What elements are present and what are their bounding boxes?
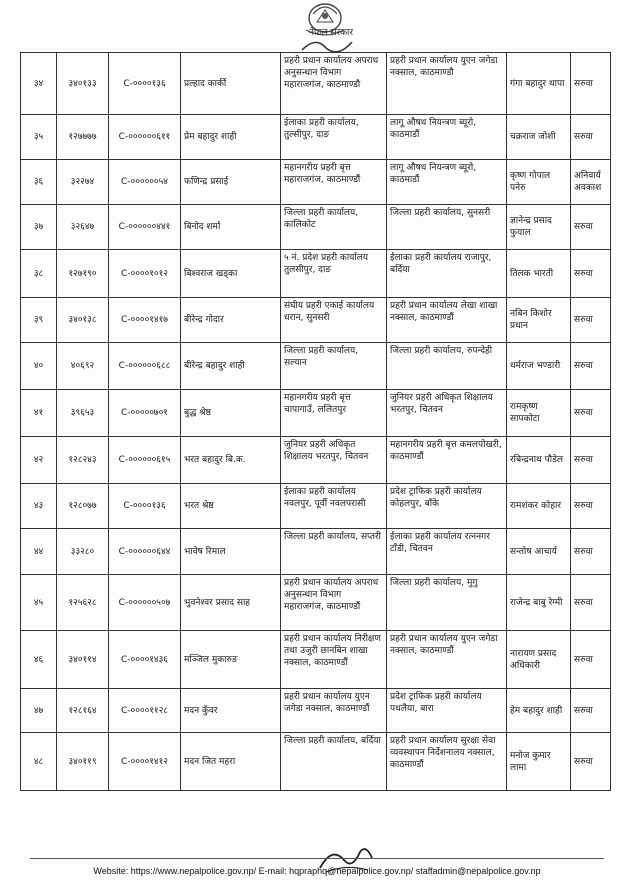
table-row [21, 437, 611, 484]
employee-id-cell: ४०६९२ [57, 343, 109, 390]
transfer-type-cell: सरुवा [571, 529, 611, 575]
employee-code-cell: C-००००००६११ [109, 115, 181, 160]
current-office-cell: जिल्ला प्रहरी कार्यालय, बर्दिया [281, 733, 387, 791]
employee-id-cell: ३४०११४ [57, 631, 109, 689]
transfer-type-cell: सरुवा [571, 250, 611, 298]
employee-code-cell: C-००००१४३६ [109, 631, 181, 689]
table-row [21, 631, 611, 689]
new-office-cell: जिल्ला प्रहरी कार्यालय, मुगु [387, 575, 507, 631]
current-office-cell: महानगरीय प्रहरी बृत्त चापागाउँ, ललितपुर [281, 390, 387, 437]
replacement-officer-cell: कृष्ण गोपाल पनेरु [507, 160, 571, 205]
transfer-type-cell: सरुवा [571, 343, 611, 390]
employee-id-cell: ३२२७४ [57, 160, 109, 205]
serial-number-cell: ३४ [21, 53, 57, 115]
serial-number-cell: ४० [21, 343, 57, 390]
table-row [21, 575, 611, 631]
footer-contact: Website: https://www.nepalpolice.gov.np/ E-mail: hqpraphq@nepalpolice.gov.np/ staffadmin@nepalpolice.gov.np [93, 866, 541, 876]
current-office-cell: जिल्ला प्रहरी कार्यालय, सल्यान [281, 343, 387, 390]
current-office-cell: महानगरीय प्रहरी बृत्त महाराजगंज, काठमाण्डौं [281, 160, 387, 205]
transfer-type-cell: सरुवा [571, 437, 611, 484]
transfer-type-cell: सरुवा [571, 205, 611, 250]
employee-code-cell: C-००००१३६ [109, 53, 181, 115]
employee-code-cell: C-००००००६१५ [109, 437, 181, 484]
employee-code-cell: C-००००००६४४ [109, 529, 181, 575]
officer-name-cell: भरत श्रेष्ठ [181, 484, 281, 529]
transfer-type-cell: अनिवार्य अवकाश [571, 160, 611, 205]
serial-number-cell: ४४ [21, 529, 57, 575]
transfer-table [20, 52, 611, 791]
officer-name-cell: बिनोद शर्मा [181, 205, 281, 250]
table-row [21, 529, 611, 575]
officer-name-cell: भुवनेश्वर प्रसाद साह [181, 575, 281, 631]
current-office-cell: प्रहरी प्रधान कार्यालय अपराध अनुसन्धान विभाग महाराजगंज, काठमाण्डौ [281, 53, 387, 115]
transfer-type-cell: सरुवा [571, 575, 611, 631]
employee-id-cell: ३२६४७ [57, 205, 109, 250]
serial-number-cell: ४३ [21, 484, 57, 529]
replacement-officer-cell: सन्तोष आचार्य [507, 529, 571, 575]
serial-number-cell: ४७ [21, 689, 57, 733]
employee-code-cell: C-००००००५४ [109, 160, 181, 205]
employee-code-cell: C-०००००७०१ [109, 390, 181, 437]
new-office-cell: जिल्ला प्रहरी कार्यालय, रुपन्देही [387, 343, 507, 390]
employee-id-cell: ३४०१३३ [57, 53, 109, 115]
employee-id-cell: १२८२४३ [57, 437, 109, 484]
table-row [21, 689, 611, 733]
serial-number-cell: ४१ [21, 390, 57, 437]
current-office-cell: जिल्ला प्रहरी कार्यालय, सप्तरी [281, 529, 387, 575]
employee-code-cell: C-००००००४४१ [109, 205, 181, 250]
new-office-cell: लागू औषध नियन्त्रण ब्यूरो, काठमाडौं [387, 115, 507, 160]
new-office-cell: प्रहरी प्रधान कार्यालय युएन जगेडा नक्साल, काठमाण्डौ [387, 53, 507, 115]
employee-id-cell: ३३२८० [57, 529, 109, 575]
officer-name-cell: फणिन्द्र प्रसाई [181, 160, 281, 205]
replacement-officer-cell: रामशंकर कोहार [507, 484, 571, 529]
employee-code-cell: C-००००१३६ [109, 484, 181, 529]
officer-name-cell: मञ्जिल मुकारुङ [181, 631, 281, 689]
new-office-cell: ईलाका प्रहरी कार्यालय रत्ननगर टाँडी, चितवन [387, 529, 507, 575]
table-row [21, 160, 611, 205]
table-row [21, 53, 611, 115]
officer-name-cell: प्रेम बहादुर शाही [181, 115, 281, 160]
serial-number-cell: ३६ [21, 160, 57, 205]
replacement-officer-cell: तिलक भारती [507, 250, 571, 298]
serial-number-cell: ३९ [21, 298, 57, 343]
new-office-cell: लागू औषध नियन्त्रण ब्यूरो, काठमाडौं [387, 160, 507, 205]
replacement-officer-cell: राजेन्द्र बाबु रेग्मी [507, 575, 571, 631]
current-office-cell: प्रहरी प्रधान कार्यालय अपराध अनुसन्धान विभाग महाराजगंज, काठमाण्डौं [281, 575, 387, 631]
replacement-officer-cell: नबिन किशोर प्रधान [507, 298, 571, 343]
new-office-cell: प्रहरी प्रधान कार्यालय सुरक्षा सेवा व्यवस्थापन निर्देशनालय नक्साल, काठमाण्डौं [387, 733, 507, 791]
current-office-cell: प्रहरी प्रधान कार्यालय निरीक्षण तथा उजुरी छानबिन शाखा नक्साल, काठमाण्डौं [281, 631, 387, 689]
replacement-officer-cell: ज्ञानेन्द्र प्रसाद फुयाल [507, 205, 571, 250]
table-row [21, 343, 611, 390]
serial-number-cell: ४८ [21, 733, 57, 791]
employee-id-cell: १२८१६४ [57, 689, 109, 733]
new-office-cell: महानगरीय प्रहरी बृत्त कमलपोखरी, काठमाण्डौं [387, 437, 507, 484]
new-office-cell: जिल्ला प्रहरी कार्यालय, सुनसरी [387, 205, 507, 250]
officer-name-cell: मदन कुँवर [181, 689, 281, 733]
current-office-cell: जिल्ला प्रहरी कार्यालय, कालिकोट [281, 205, 387, 250]
current-office-cell: ५ नं. प्रदेश प्रहरी कार्यालय तुलसीपुर, दाङ [281, 250, 387, 298]
employee-id-cell: ३४०११९ [57, 733, 109, 791]
replacement-officer-cell: मनोज कुमार लामा [507, 733, 571, 791]
new-office-cell: प्रहरी प्रधान कार्यालय युएन जगेडा नक्साल, काठमाण्डौं [387, 631, 507, 689]
transfer-type-cell: सरुवा [571, 53, 611, 115]
new-office-cell: प्रदेश ट्राफिक प्रहरी कार्यालय पथलैया, बारा [387, 689, 507, 733]
replacement-officer-cell: गंगा बहादुर थापा [507, 53, 571, 115]
transfer-type-cell: सरुवा [571, 298, 611, 343]
employee-code-cell: C-००००११२८ [109, 689, 181, 733]
table-row [21, 250, 611, 298]
replacement-officer-cell: हेम बहादुर शाही [507, 689, 571, 733]
officer-name-cell: प्रल्हाद कार्की [181, 53, 281, 115]
emblem-caption: नेपाल सरकार [308, 28, 354, 38]
employee-code-cell: C-००००१०१२ [109, 250, 181, 298]
employee-id-cell: ३९६५३ [57, 390, 109, 437]
transfer-type-cell: सरुवा [571, 631, 611, 689]
employee-id-cell: १२५६२८ [57, 575, 109, 631]
table-row [21, 390, 611, 437]
table-row [21, 733, 611, 791]
employee-code-cell: C-००००१४१७ [109, 298, 181, 343]
transfer-type-cell: सरुवा [571, 390, 611, 437]
serial-number-cell: ४५ [21, 575, 57, 631]
officer-name-cell: मदन जित महरा [181, 733, 281, 791]
current-office-cell: ईलाका प्रहरी कार्यालय, तुल्सीपुर, दाङ [281, 115, 387, 160]
employee-code-cell: C-००००००६८८ [109, 343, 181, 390]
table-row [21, 205, 611, 250]
employee-id-cell: १२७७७७ [57, 115, 109, 160]
employee-id-cell: १२७१९० [57, 250, 109, 298]
transfer-type-cell: सरुवा [571, 733, 611, 791]
employee-id-cell: ३४०१३८ [57, 298, 109, 343]
officer-name-cell: बीरेन्द्र बहादुर शाही [181, 343, 281, 390]
replacement-officer-cell: रबिन्द्रनाथ पौडेल [507, 437, 571, 484]
current-office-cell: ईलाका प्रहरी कार्यालय नवलपुर, पूर्वी नवलपरासी [281, 484, 387, 529]
officer-name-cell: बुद्ध श्रेष्ठ [181, 390, 281, 437]
replacement-officer-cell: नारायण प्रसाद अधिकारी [507, 631, 571, 689]
table-row [21, 115, 611, 160]
new-office-cell: प्रहरी प्रधान कार्यालय लेखा शाखा नक्साल, काठमाण्डौं [387, 298, 507, 343]
replacement-officer-cell: धर्मराज भण्डारी [507, 343, 571, 390]
transfer-type-cell: सरुवा [571, 484, 611, 529]
table-row [21, 298, 611, 343]
transfer-type-cell: सरुवा [571, 115, 611, 160]
replacement-officer-cell: रामकृष्ण सापकोटा [507, 390, 571, 437]
current-office-cell: जुनियर प्रहरी अधिकृत शिक्षालय भरतपुर, चितवन [281, 437, 387, 484]
officer-name-cell: बीरेन्द्र गोदार [181, 298, 281, 343]
new-office-cell: प्रदेश ट्राफिक प्रहरी कार्यालय कोहलपुर, बाँके [387, 484, 507, 529]
new-office-cell: ईलाका प्रहरी कार्यालय राजापुर, बर्दिया [387, 250, 507, 298]
serial-number-cell: ४६ [21, 631, 57, 689]
table-row [21, 484, 611, 529]
footer-divider [30, 858, 604, 859]
employee-code-cell: C-००००००५०७ [109, 575, 181, 631]
serial-number-cell: ३७ [21, 205, 57, 250]
serial-number-cell: ३५ [21, 115, 57, 160]
officer-name-cell: भरत बहादुर बि.क. [181, 437, 281, 484]
employee-code-cell: C-००००१४१२ [109, 733, 181, 791]
current-office-cell: संघीय प्रहरी एकाई कार्यालय धरान, सुनसरी [281, 298, 387, 343]
officer-name-cell: बिश्वराज खड्का [181, 250, 281, 298]
new-office-cell: जुनियर प्रहरी अधिकृत शिक्षालय भरतपुर, चितवन [387, 390, 507, 437]
serial-number-cell: ३८ [21, 250, 57, 298]
transfer-type-cell: सरुवा [571, 689, 611, 733]
current-office-cell: प्रहरी प्रधान कार्यालय युएन जगेडा नक्साल, काठमाण्डौं [281, 689, 387, 733]
officer-name-cell: भावेष रिमाल [181, 529, 281, 575]
replacement-officer-cell: चक्रराज जोशी [507, 115, 571, 160]
employee-id-cell: १२८०७७ [57, 484, 109, 529]
serial-number-cell: ४२ [21, 437, 57, 484]
